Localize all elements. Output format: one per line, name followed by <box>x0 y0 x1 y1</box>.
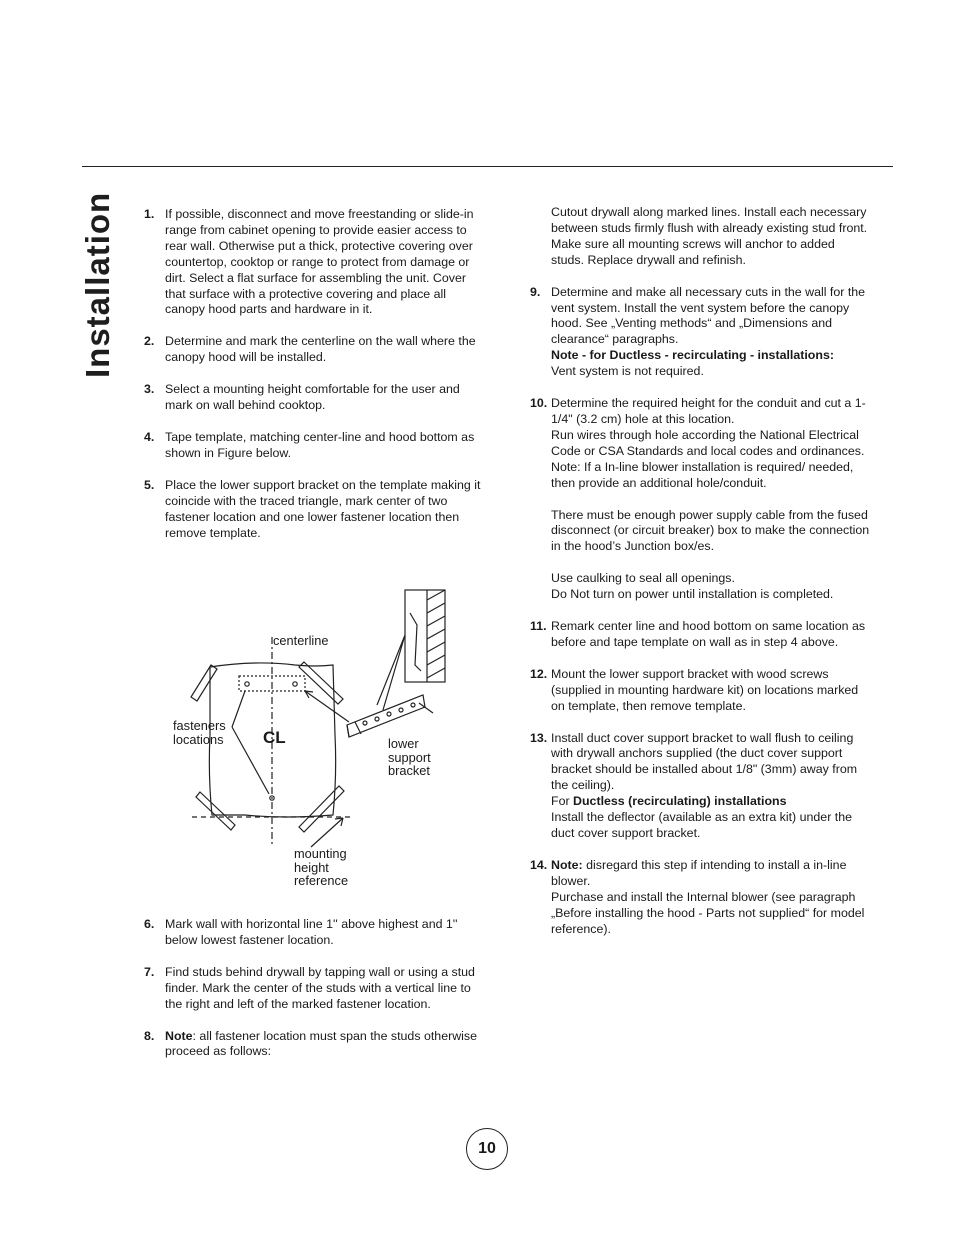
installation-figure <box>165 585 465 895</box>
page-number: 10 <box>466 1128 508 1170</box>
centerline-label: centerline <box>273 633 329 648</box>
step-10: 10. Determine the required height for the conduit and cut a 1-1/4" (3.2 cm) hole at this location. Run wires through hole according the National Electrical Code or CSA Standards and local codes and ordinances. Note: If a In-line blower installation is required/ needed, then provide an additional hole/conduit. <box>530 396 866 490</box>
header-rule <box>82 166 893 167</box>
power-off-note: Do Not turn on power until installation is completed. <box>551 587 834 602</box>
caulking-note: Use caulking to seal all openings. <box>551 571 735 586</box>
right-column <box>530 205 870 937</box>
step-2: 2. Determine and mark the centerline on the wall where the canopy hood will be installed. <box>144 334 476 365</box>
step-6: 6. Mark wall with horizontal line 1'' above highest and 1'' below lowest fastener location. <box>144 917 458 947</box>
section-title: Installation <box>79 191 116 378</box>
left-column-lower <box>144 917 484 1060</box>
mounting-label: mounting height reference <box>294 846 349 889</box>
step-9: 9. Determine and make all necessary cuts in the wall for the vent system. Install the vent system before the canopy hood. See „Venting methods“ and „Dimensions and clearance“ paragraphs. Note - for Ductless - recirculating - installations: Vent system is not required. <box>530 284 866 379</box>
step-8: 8. Note: all fastener location must span the studs otherwise proceed as follows: <box>144 1028 477 1059</box>
step-3: 3. Select a mounting height comfortable for the user and mark on wall behind cooktop. <box>144 382 460 413</box>
step-14: 14. Note: disregard this step if intending to install a in-line blower. Purchase and install the Internal blower (see paragraph „Before installing the hood - Parts not supplied“ for model reference). <box>530 857 865 936</box>
step-13: 13. Install duct cover support bracket to wall flush to ceiling with drywall anchors supplied (the duct cover support bracket should be installed about 1/8" (3mm) away from the ceiling). For Ductless (recirculating) installations Install the deflector (available as an extra kit) under the duct cover support bracket. <box>530 730 858 840</box>
power-supply-note: There must be enough power supply cable from the fused disconnect (or circuit breaker) box to make the connection in the hood’s Junction box/es. <box>551 507 870 554</box>
cl-symbol: CL <box>263 728 286 747</box>
step-4: 4. Tape template, matching center-line and hood bottom as shown in Figure below. <box>144 429 475 460</box>
bracket-label: lower support bracket <box>388 736 431 779</box>
step-7: 7. Find studs behind drywall by tapping wall or using a stud finder. Mark the center of the studs with a vertical line to the right and left of the marked fastener location. <box>144 964 475 1011</box>
left-column <box>144 207 484 541</box>
step-11: 11. Remark center line and hood bottom on same location as before and tape template on wall as in step 4 above. <box>530 619 866 649</box>
step-12: 12. Mount the lower support bracket with wood screws (supplied in mounting hardware kit) on locations marked on template, then remove template. <box>530 666 859 713</box>
fasteners-label: fasteners locations <box>173 718 226 747</box>
step-1: 1. If possible, disconnect and move freestanding or slide-in range from cabinet opening to provide easier access to rear wall. Otherwise put a thick, protective covering over countertop, cooktop or range to protect from damage or dirt. Select a flat surface for assembling the unit. Cover that surface with a protective covering and place all canopy hood parts and hardware in it. <box>144 207 474 317</box>
step-5: 5. Place the lower support bracket on the template making it coincide with the traced triangle, mark center of two fastener location and one lower fastener location then remove template. <box>144 477 481 540</box>
step-8-continued: Cutout drywall along marked lines. Install each necessary between studs firmly flush with already existing stud front. Make sure all mounting screws will anchor to added studs. Replace drywall and refinish. <box>551 205 868 267</box>
